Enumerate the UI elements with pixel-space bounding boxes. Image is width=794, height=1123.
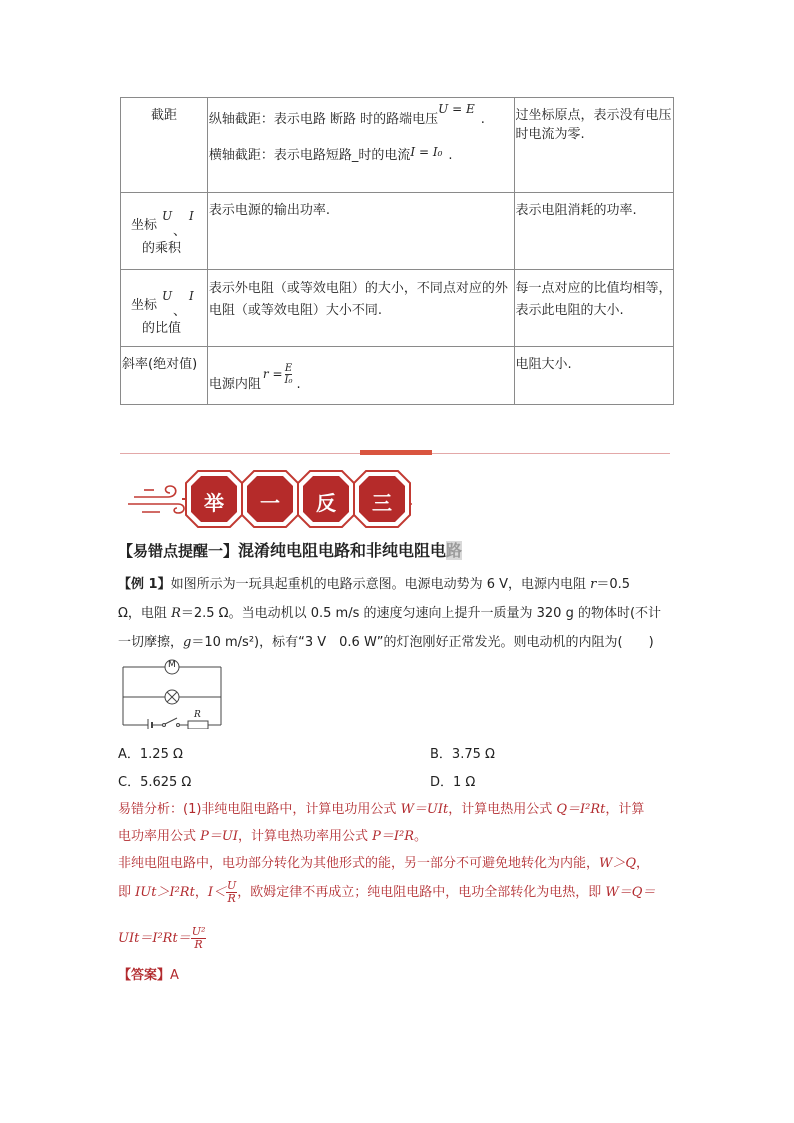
cell-text: 电阻大小.	[515, 357, 572, 372]
fraction-u-over-r	[226, 880, 237, 905]
text: 的乘积	[142, 241, 182, 256]
row-col2	[207, 193, 514, 270]
text: Ω，电阻	[118, 606, 172, 621]
formula: Q＝I²Rt	[556, 802, 606, 817]
text: ＝10 m/s²)，标有“3 V 0.6 W”的灯泡刚好正常发光。则电动机的内阻为( )	[191, 635, 654, 650]
row-col2	[207, 270, 514, 347]
cell-text: 表示电阻消耗的功率.	[515, 203, 637, 218]
heading-text: 混淆纯电阻电路和非纯电阻电	[238, 541, 447, 560]
option-key: D．	[430, 775, 454, 790]
text: ，计算电热功率用公式	[237, 829, 373, 844]
text: g	[183, 635, 192, 650]
denominator: I₀	[284, 375, 293, 386]
formula: I＜	[207, 885, 226, 900]
fraction-u2-over-r	[191, 926, 207, 951]
denominator: R	[227, 892, 236, 905]
label-block	[122, 195, 206, 265]
banner-char-1: 举	[204, 491, 224, 515]
text: 的比值	[142, 321, 182, 336]
table-row-product	[121, 193, 674, 270]
text: R	[171, 606, 181, 621]
heading-tail-highlighted: 路	[446, 541, 463, 560]
table-row-ratio	[121, 270, 674, 347]
label-block	[122, 272, 206, 342]
option-value: 3.75 Ω	[451, 747, 495, 762]
text: ，计算	[605, 802, 645, 817]
row-col3	[514, 193, 673, 270]
banner-char-3: 反	[316, 491, 336, 515]
answer-label: 【答案】	[118, 968, 171, 983]
table-row-slope	[121, 347, 674, 405]
text: 非纯电阻电路中，电功部分转化为其他形式的能，另一部分不可避免地转化为内能，	[118, 856, 600, 871]
text: 。	[414, 829, 428, 844]
option-value: 1.25 Ω	[139, 747, 183, 762]
formula: W＝Q＝	[605, 885, 656, 900]
text: 坐标	[131, 298, 158, 313]
label-text: 斜率(绝对值)	[122, 357, 198, 372]
option-key: C．	[118, 775, 141, 790]
analysis-line-5	[118, 926, 206, 951]
fraction-e-over-i0	[285, 363, 293, 386]
cell-text: 过坐标原点，表示没有电压时电流为零.	[515, 108, 672, 142]
formula: P＝UI	[200, 829, 238, 844]
row-label	[121, 98, 208, 193]
resistor-label: R	[194, 710, 201, 720]
example-label: 【例 1】	[118, 577, 171, 592]
section-divider-accent	[360, 450, 432, 455]
text: .	[296, 377, 301, 392]
row-label	[121, 270, 208, 347]
banner-char-2: 一	[260, 491, 280, 515]
banner-char-4: 三	[372, 491, 392, 515]
text: 即	[118, 885, 136, 900]
formula: P＝I²R	[372, 829, 415, 844]
option-c[interactable]	[118, 773, 191, 793]
section-heading	[118, 538, 462, 561]
uv-graph-table	[120, 97, 674, 405]
numerator: U	[226, 879, 237, 892]
formula: W＝UIt	[400, 802, 449, 817]
math-u: U	[162, 289, 173, 303]
switch-lever	[165, 718, 177, 724]
example-line-1	[118, 575, 630, 595]
table-row-intercept	[121, 98, 674, 193]
text: 电功率用公式	[118, 829, 201, 844]
text: 横轴截距：表示电路短路_时的电流	[208, 148, 411, 163]
math-u-equals-e: U = E	[438, 102, 475, 116]
row-col3	[514, 347, 673, 405]
cell-text: 表示外电阻（或等效电阻）的大小，不同点对应的外电阻（或等效电阻）大小不同.	[208, 281, 508, 318]
text: ＝2.5 Ω。当电动机以 0.5 m/s 的速度匀速向上提升一质量为 320 g 的物体时(不计	[180, 606, 662, 621]
row-label	[121, 347, 208, 405]
text: .	[480, 112, 485, 127]
math-i: I	[189, 289, 194, 303]
answer-line	[118, 966, 179, 986]
row-col2	[207, 347, 514, 405]
analysis-line-1	[118, 800, 644, 820]
row-col3	[514, 270, 673, 347]
analysis-line-3	[118, 854, 649, 874]
cell-text: 表示电源的输出功率.	[208, 203, 331, 218]
internal-resistance-line	[208, 363, 513, 392]
text: ，	[636, 856, 650, 871]
math-i: I	[189, 209, 194, 223]
text: 、	[173, 224, 187, 239]
text: ，欧姆定律不再成立；纯电阻电路中，电功全部转化为电热，即	[237, 885, 606, 900]
text: ，	[194, 885, 208, 900]
denominator: R	[194, 938, 203, 951]
option-b[interactable]	[430, 745, 495, 765]
text: 纵轴截距：表示电路 断路 时的路端电压	[208, 112, 439, 127]
text: ＝0.5	[596, 577, 631, 592]
resistor-symbol	[188, 721, 208, 729]
formula: W＞Q	[599, 856, 637, 871]
option-a[interactable]	[118, 745, 183, 765]
left-swirl-icon	[128, 486, 184, 513]
text: 坐标	[131, 218, 158, 233]
option-value: 5.625 Ω	[140, 775, 192, 790]
row-col3	[514, 98, 673, 193]
heading-bracket: 【易错点提醒一】	[118, 542, 239, 560]
example-line-2	[118, 604, 661, 624]
motor-label: M	[168, 660, 176, 670]
option-key: B．	[430, 747, 452, 762]
text: 、	[173, 304, 187, 319]
horizontal-intercept-line	[209, 146, 513, 165]
text: 一切摩擦，	[118, 635, 184, 650]
numerator: E	[284, 363, 293, 374]
cell-text: 每一点对应的比值均相等，表示此电阻的大小.	[515, 281, 672, 318]
text: 易错分析：(1)非纯电阻电路中，计算电功用公式	[118, 802, 401, 817]
text: .	[448, 148, 453, 163]
math-u: U	[162, 209, 173, 223]
text: ，计算电热用公式	[448, 802, 557, 817]
vertical-intercept-line	[208, 102, 513, 129]
text: 如图所示为一玩具起重机的电路示意图。电源电动势为 6 V，电源内电阻	[170, 577, 591, 592]
analysis-line-4	[118, 880, 655, 905]
formula: UIt＝I²Rt＝	[118, 931, 191, 946]
math-r: r =	[262, 367, 283, 381]
example-line-3	[118, 633, 654, 653]
option-key: A．	[118, 747, 140, 762]
answer-value: A	[170, 968, 179, 983]
text: 电源内阻	[208, 377, 261, 392]
numerator: U²	[191, 925, 206, 938]
math-i-equals-i0: I = I₀	[410, 145, 443, 159]
option-d[interactable]	[430, 773, 475, 793]
formula: IUt＞I²Rt	[135, 885, 195, 900]
analysis-line-2	[118, 827, 427, 847]
text: r	[590, 577, 597, 592]
row-col2	[207, 98, 514, 193]
label-text: 截距	[150, 108, 177, 123]
row-label	[121, 193, 208, 270]
option-value: 1 Ω	[453, 775, 476, 790]
